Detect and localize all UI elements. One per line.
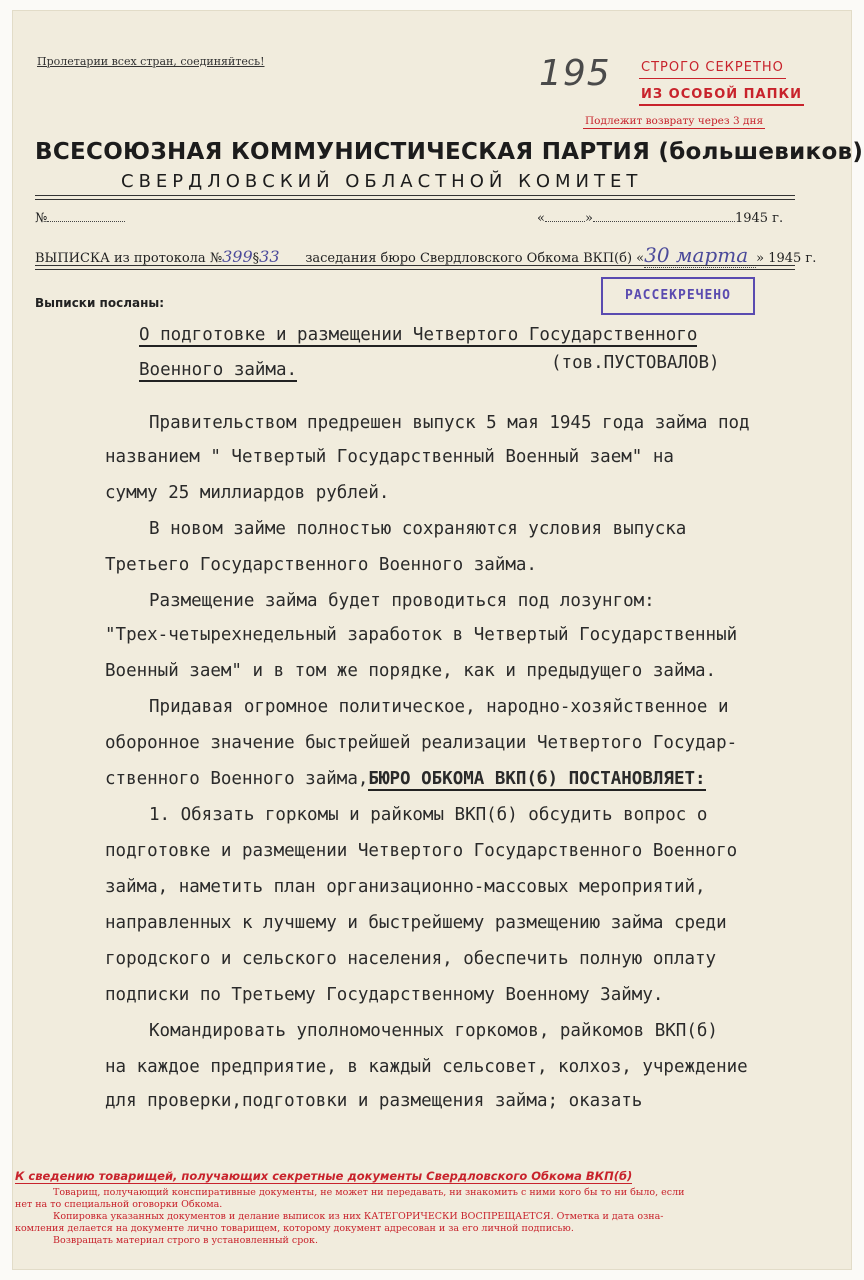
committee-title: СВЕРДЛОВСКИЙ ОБЛАСТНОЙ КОМИТЕТ	[121, 171, 643, 192]
meeting-date: 30 марта	[644, 243, 756, 268]
text-line: Командировать уполномоченных горкомов, райкомов ВКП(б)	[149, 1021, 718, 1041]
text-line: Размещение займа будет проводиться под лозунгом:	[149, 591, 655, 611]
header-rule	[35, 195, 795, 196]
text-line: Придавая огромное политическое, народно-хозяйственное и	[149, 697, 729, 717]
footer-note: Возвращать материал строго в установленный срок.	[53, 1235, 318, 1246]
footer-title: К сведению товарищей, получающих секретные документы Свердловского Обкома ВКП(б)	[15, 1169, 633, 1183]
text-line: направленных к лучшему и быстрейшему размещению займа среди	[105, 913, 727, 933]
text-line: сумму 25 миллиардов рублей.	[105, 483, 390, 503]
text-line: Военный заем" и в том же порядке, как и предыдущего займа.	[105, 661, 717, 681]
resolution-title-line2: Военного займа.	[139, 360, 298, 380]
resolve-heading: БЮРО ОБКОМА ВКП(б) ПОСТАНОВЛЯЕТ:	[368, 769, 706, 789]
page-number: 195	[539, 53, 611, 94]
header-rule	[35, 199, 795, 200]
extract-line: ВЫПИСКА из протокола №399§33 заседания бюро Свердловского Обкома ВКП(б) «30 марта » 1945 г.	[35, 243, 817, 267]
date-field: « » 1945 г.	[537, 211, 784, 226]
footer-note: Копировка указанных документов и делание выписок из них КАТЕГОРИЧЕСКИ ВОСПРЕЩАЕТСЯ. Отметка и дата озна-	[53, 1211, 664, 1222]
sent-label: Выписки посланы:	[35, 296, 165, 310]
resolution-title-line1: О подготовке и размещении Четвертого Государственного	[139, 325, 698, 345]
text-line: на каждое предприятие, в каждый сельсовет, колхоз, учреждение	[105, 1057, 748, 1077]
document-page	[12, 10, 864, 1270]
protocol-number: 399	[222, 247, 253, 266]
text-line: займа, наметить план организационно-массовых мероприятий,	[105, 877, 706, 897]
text-line: Третьего Государственного Военного займа.	[105, 555, 537, 575]
text-line: оборонное значение быстрейшей реализации Четвертого Государ-	[105, 733, 738, 753]
header-rule	[35, 269, 795, 270]
speaker: (тов.ПУСТОВАЛОВ)	[551, 353, 720, 373]
motto: Пролетарии всех стран, соединяйтесь!	[37, 55, 265, 68]
party-title: ВСЕСОЮЗНАЯ КОММУНИСТИЧЕСКАЯ ПАРТИЯ (большевиков)	[35, 139, 864, 165]
number-field: №	[35, 211, 125, 226]
special-folder-stamp: ИЗ ОСОБОЙ ПАПКИ	[639, 87, 804, 106]
return-notice: Подлежит возврату через 3 дня	[585, 115, 764, 127]
text-line: "Трех-четырехнедельный заработок в Четвертый Государственный	[105, 625, 738, 645]
text-line: подготовке и размещении Четвертого Государственного Военного	[105, 841, 738, 861]
footer-note: нет на то специальной оговорки Обкома.	[15, 1199, 223, 1210]
text-line: 1. Обязать горкомы и райкомы ВКП(б) обсудить вопрос о	[149, 805, 708, 825]
secret-stamp: СТРОГО СЕКРЕТНО	[639, 60, 786, 79]
text-line: городского и сельского населения, обеспечить полную оплату	[105, 949, 717, 969]
text-line: ственного Военного займа,БЮРО ОБКОМА ВКП(б) ПОСТАНОВЛЯЕТ:	[105, 769, 706, 789]
footer-note: Товарищ, получающий конспиративные документы, не может ни передавать, ни знакомить с ними кого бы то ни было, если	[53, 1187, 685, 1198]
text-line: В новом займе полностью сохраняются условия выпуска	[149, 519, 687, 539]
footer-note: комления делается на документе лично товарищем, которому документ адресован и за его личной подписью.	[15, 1223, 574, 1234]
text-line: названием " Четвертый Государственный Военный заем" на	[105, 447, 674, 467]
text-line: Правительством предрешен выпуск 5 мая 1945 года займа под	[149, 413, 750, 433]
text-line: подписки по Третьему Государственному Военному Займу.	[105, 985, 664, 1005]
declassified-stamp: РАССЕКРЕЧЕНО	[601, 277, 755, 315]
text-line: для проверки,подготовки и размещения займа; оказать	[105, 1091, 643, 1111]
section-number: 33	[259, 247, 280, 266]
header-rule	[35, 265, 795, 266]
